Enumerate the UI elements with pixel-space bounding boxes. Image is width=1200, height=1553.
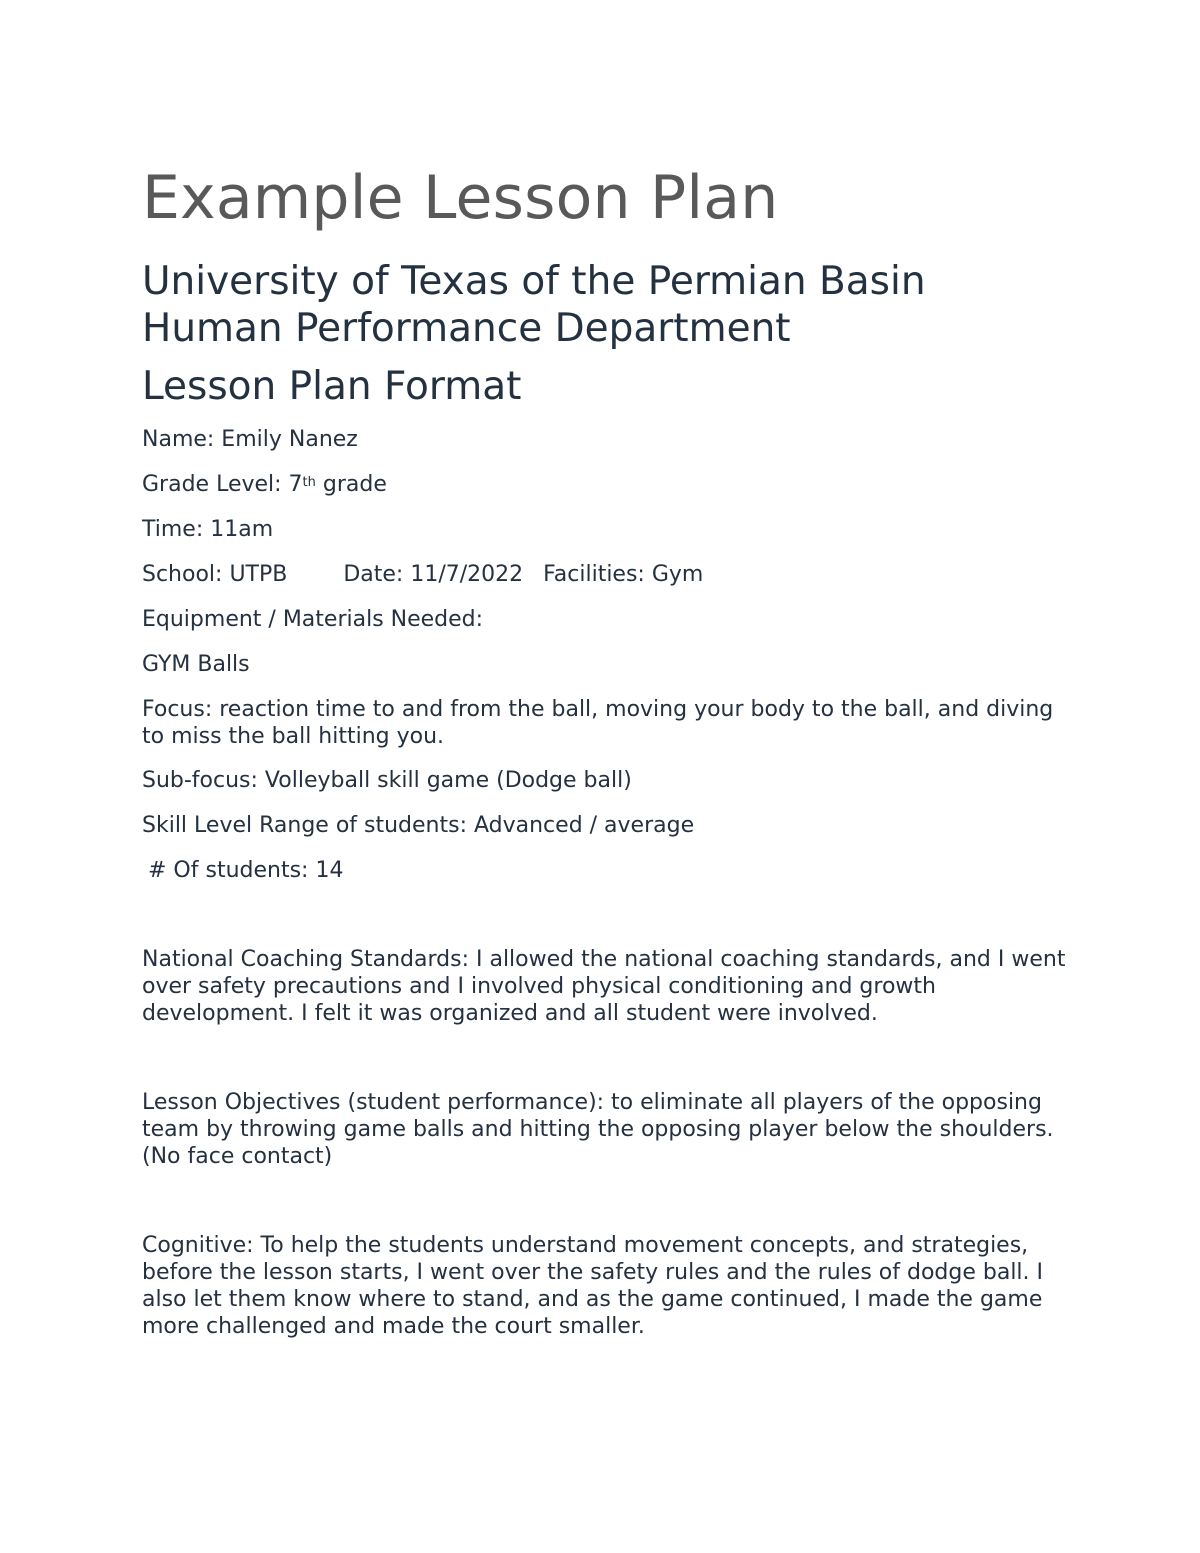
lesson-objectives-section: Lesson Objectives (student performance): to eliminate all players of the opposing team by throwing game balls and hitting the opposing player below the shoulders. (No face contact) xyxy=(142,1090,1054,1169)
grade-level-field xyxy=(142,471,1072,498)
sub-focus-field: Sub-focus: Volleyball skill game (Dodge ball) xyxy=(142,768,632,793)
number-of-students-field: # Of students: 14 xyxy=(148,858,344,883)
department-name: Human Performance Department xyxy=(142,306,791,351)
university-name: University of Texas of the Permian Basin xyxy=(142,259,926,304)
school-date-facilities-row xyxy=(142,561,1072,588)
facilities-field: Facilities: Gym xyxy=(543,562,704,587)
school-field: School: UTPB xyxy=(142,562,288,587)
document-title: Example Lesson Plan xyxy=(142,163,779,233)
coaching-standards-section: National Coaching Standards: I allowed the national coaching standards, and I went over safety precautions and I involved physical conditioning and growth development. I felt it was organized and all student were involved. xyxy=(142,947,1066,1026)
time-field: Time: 11am xyxy=(142,517,274,542)
grade-level-superscript: th xyxy=(302,475,316,490)
format-heading: Lesson Plan Format xyxy=(142,364,522,409)
grade-level-prefix: Grade Level: 7 xyxy=(142,472,303,497)
focus-field: Focus: reaction time to and from the ball, moving your body to the ball, and diving to miss the ball hitting you. xyxy=(142,697,1054,749)
cognitive-section: Cognitive: To help the students understand movement concepts, and strategies, before the lesson starts, I went over the safety rules and the rules of dodge ball. I also let them know where to stand, and as the game continued, I made the game more challenged and made the court smaller. xyxy=(142,1233,1044,1339)
document-page xyxy=(142,160,1072,1340)
name-field: Name: Emily Nanez xyxy=(142,427,358,452)
grade-level-suffix: grade xyxy=(315,472,387,497)
date-field: Date: 11/7/2022 xyxy=(343,562,524,587)
skill-level-field: Skill Level Range of students: Advanced / average xyxy=(142,813,695,838)
equipment-label: Equipment / Materials Needed: xyxy=(142,607,484,632)
equipment-value: GYM Balls xyxy=(142,652,250,677)
